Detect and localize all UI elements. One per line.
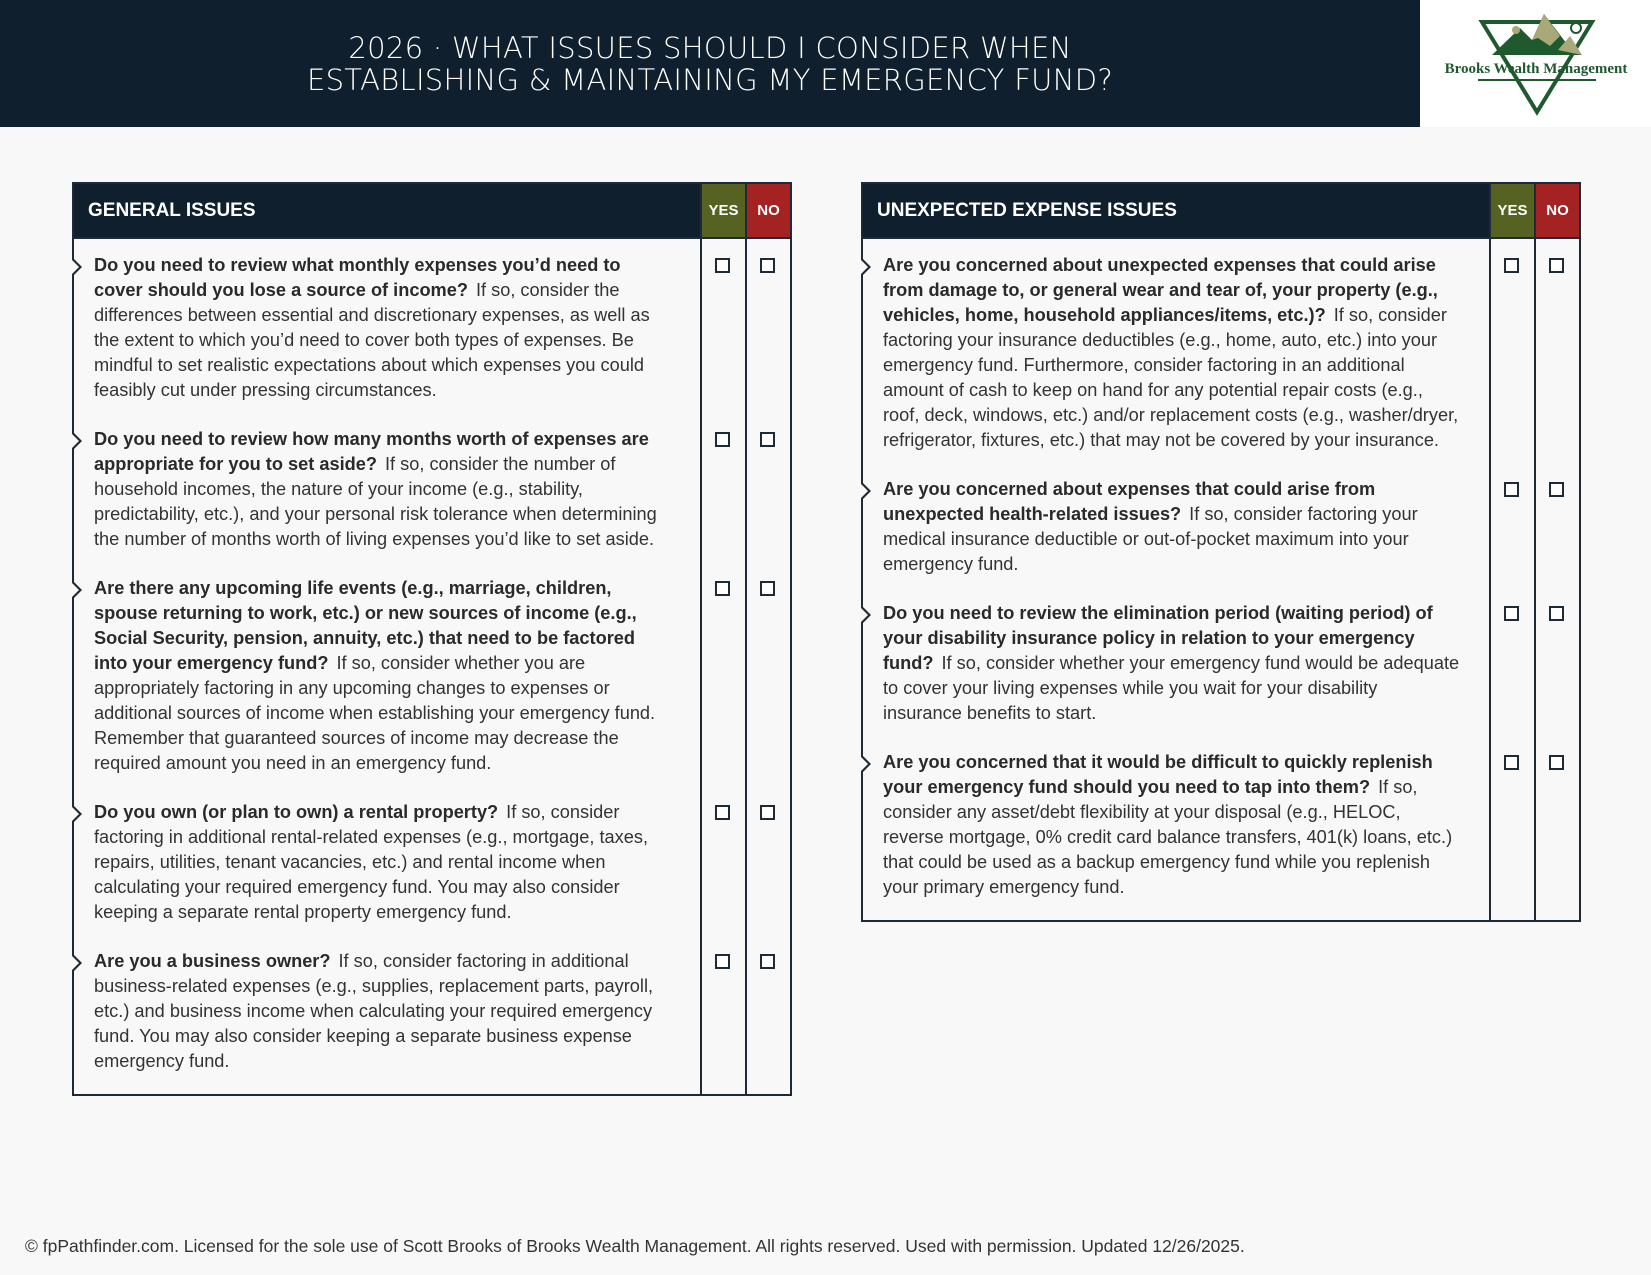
answer-text: If so, consider whether you are appropriately factoring in any upcoming changes to expenses or additional sources of income when establishing your emergency fund. Remember that guaranteed sources of income may decrease the required amount you need in an emergency fund. xyxy=(94,653,656,773)
yes-checkbox[interactable] xyxy=(1504,258,1519,273)
question-item xyxy=(74,786,700,935)
question-item xyxy=(74,562,700,786)
panel-title: UNEXPECTED EXPENSE ISSUES xyxy=(877,199,1177,221)
answer-text: If so, consider any asset/debt flexibility at your disposal (e.g., HELOC, reverse mortgage, 0% credit card balance transfers, 401(k) loans, etc.) that could be used as a backup emergency fund while you replenish your primary emergency fund. xyxy=(883,777,1453,897)
no-checkbox[interactable] xyxy=(760,954,775,969)
question-item xyxy=(863,736,1489,910)
yes-column-header: YES xyxy=(1489,184,1534,237)
answer-text: If so, consider factoring in additional business-related expenses (e.g., supplies, replacement parts, payroll, etc.) and business income when calculating your required emergency fund. You may also consider keeping a separate business expense emergency fund. xyxy=(94,951,654,1071)
copyright-footer: © fpPathfinder.com. Licensed for the sole use of Scott Brooks of Brooks Wealth Management. All rights reserved. Used with permission. Updated 12/26/2025. xyxy=(25,1236,1245,1256)
question-text: Are you a business owner? xyxy=(94,951,331,971)
answer-text: If so, consider the number of household incomes, the nature of your income (e.g., stability, predictability, etc.), and your personal risk tolerance when determining the number of months worth of living expenses you’d like to set aside. xyxy=(94,454,657,549)
yes-checkbox[interactable] xyxy=(1504,755,1519,770)
yes-checkbox[interactable] xyxy=(715,954,730,969)
brooks-wealth-logo xyxy=(1420,0,1651,127)
answer-text: If so, consider the differences between essential and discretionary expenses, as well as the extent to which you’d need to cover both types of expenses. Be mindful to set realistic expectations about which expenses you could feasibly cut under pressing circumstances. xyxy=(94,280,650,400)
panel-title: GENERAL ISSUES xyxy=(88,199,256,221)
questions-column xyxy=(863,239,1489,920)
question-item xyxy=(74,413,700,562)
yes-column xyxy=(700,239,745,1094)
page-title-line-2: ESTABLISHING & MAINTAINING MY EMERGENCY FUND? xyxy=(306,62,1114,97)
no-checkbox[interactable] xyxy=(760,581,775,596)
no-checkbox[interactable] xyxy=(760,805,775,820)
no-checkbox[interactable] xyxy=(1549,755,1564,770)
no-checkbox[interactable] xyxy=(1549,482,1564,497)
yes-checkbox[interactable] xyxy=(1504,482,1519,497)
question-item xyxy=(863,463,1489,587)
question-text: Are you concerned that it would be difficult to quickly replenish your emergency fund should you need to tap into them? xyxy=(883,752,1433,797)
yes-column xyxy=(1489,239,1534,920)
unexpected-expense-issues-panel xyxy=(861,182,1581,922)
panel-body xyxy=(74,239,790,1094)
answer-text: If so, consider factoring your insurance deductibles (e.g., home, auto, etc.) into your emergency fund. Furthermore, consider factoring in an additional amount of cash to keep on hand for any potential repair costs (e.g., roof, deck, windows, etc.) and/or replacement costs (e.g., washer/dryer, refrigerator, fixtures, etc.) that may not be covered by your insurance. xyxy=(883,305,1459,450)
question-item xyxy=(74,935,700,1084)
question-item xyxy=(863,587,1489,736)
no-column-header: NO xyxy=(1534,184,1579,237)
page-title-line-1: 2026 · WHAT ISSUES SHOULD I CONSIDER WHEN xyxy=(348,30,1072,65)
no-checkbox[interactable] xyxy=(760,258,775,273)
question-text: Are there any upcoming life events (e.g., marriage, children, spouse returning to work, etc.) or new sources of income (e.g., Social Security, pension, annuity, etc.) that need to be factored into your emergency fund? xyxy=(94,578,637,673)
question-item xyxy=(74,239,700,413)
yes-checkbox[interactable] xyxy=(715,258,730,273)
no-checkbox[interactable] xyxy=(1549,606,1564,621)
no-column xyxy=(745,239,790,1094)
yes-column-header: YES xyxy=(700,184,745,237)
logo-wordmark: Brooks Wealth Management xyxy=(1444,61,1628,77)
yes-checkbox[interactable] xyxy=(715,581,730,596)
question-text: Do you need to review how many months worth of expenses are appropriate for you to set aside? xyxy=(94,429,649,474)
yes-checkbox[interactable] xyxy=(1504,606,1519,621)
no-checkbox[interactable] xyxy=(760,432,775,447)
answer-text: If so, consider whether your emergency fund would be adequate to cover your living expenses while you wait for your disability insurance benefits to start. xyxy=(883,653,1460,723)
mountain-logo-icon xyxy=(1420,0,1651,127)
answer-text: If so, consider factoring your medical insurance deductible or out-of-pocket maximum into your emergency fund. xyxy=(883,504,1418,574)
no-column-header: NO xyxy=(745,184,790,237)
panel-body xyxy=(863,239,1579,920)
questions-column xyxy=(74,239,700,1094)
no-column xyxy=(1534,239,1579,920)
general-issues-panel xyxy=(72,182,792,1096)
question-text: Are you concerned about expenses that could arise from unexpected health-related issues? xyxy=(883,479,1376,524)
answer-text: If so, consider factoring in additional rental-related expenses (e.g., mortgage, taxes, repairs, utilities, tenant vacancies, etc.) and rental income when calculating your required emergency fund. You may also consider keeping a separate rental property emergency fund. xyxy=(94,802,649,922)
yes-checkbox[interactable] xyxy=(715,432,730,447)
question-text: Are you concerned about unexpected expenses that could arise from damage to, or general wear and tear of, your property (e.g., vehicles, home, household appliances/items, etc.)? xyxy=(883,255,1438,325)
question-text: Do you own (or plan to own) a rental property? xyxy=(94,802,499,822)
question-item xyxy=(863,239,1489,463)
yes-checkbox[interactable] xyxy=(715,805,730,820)
question-text: Do you need to review what monthly expenses you’d need to cover should you lose a source of income? xyxy=(94,255,621,300)
page-header xyxy=(0,0,1420,127)
panel-header xyxy=(863,184,1579,239)
panel-header xyxy=(74,184,790,239)
question-text: Do you need to review the elimination period (waiting period) of your disability insurance policy in relation to your emergency fund? xyxy=(883,603,1433,673)
no-checkbox[interactable] xyxy=(1549,258,1564,273)
